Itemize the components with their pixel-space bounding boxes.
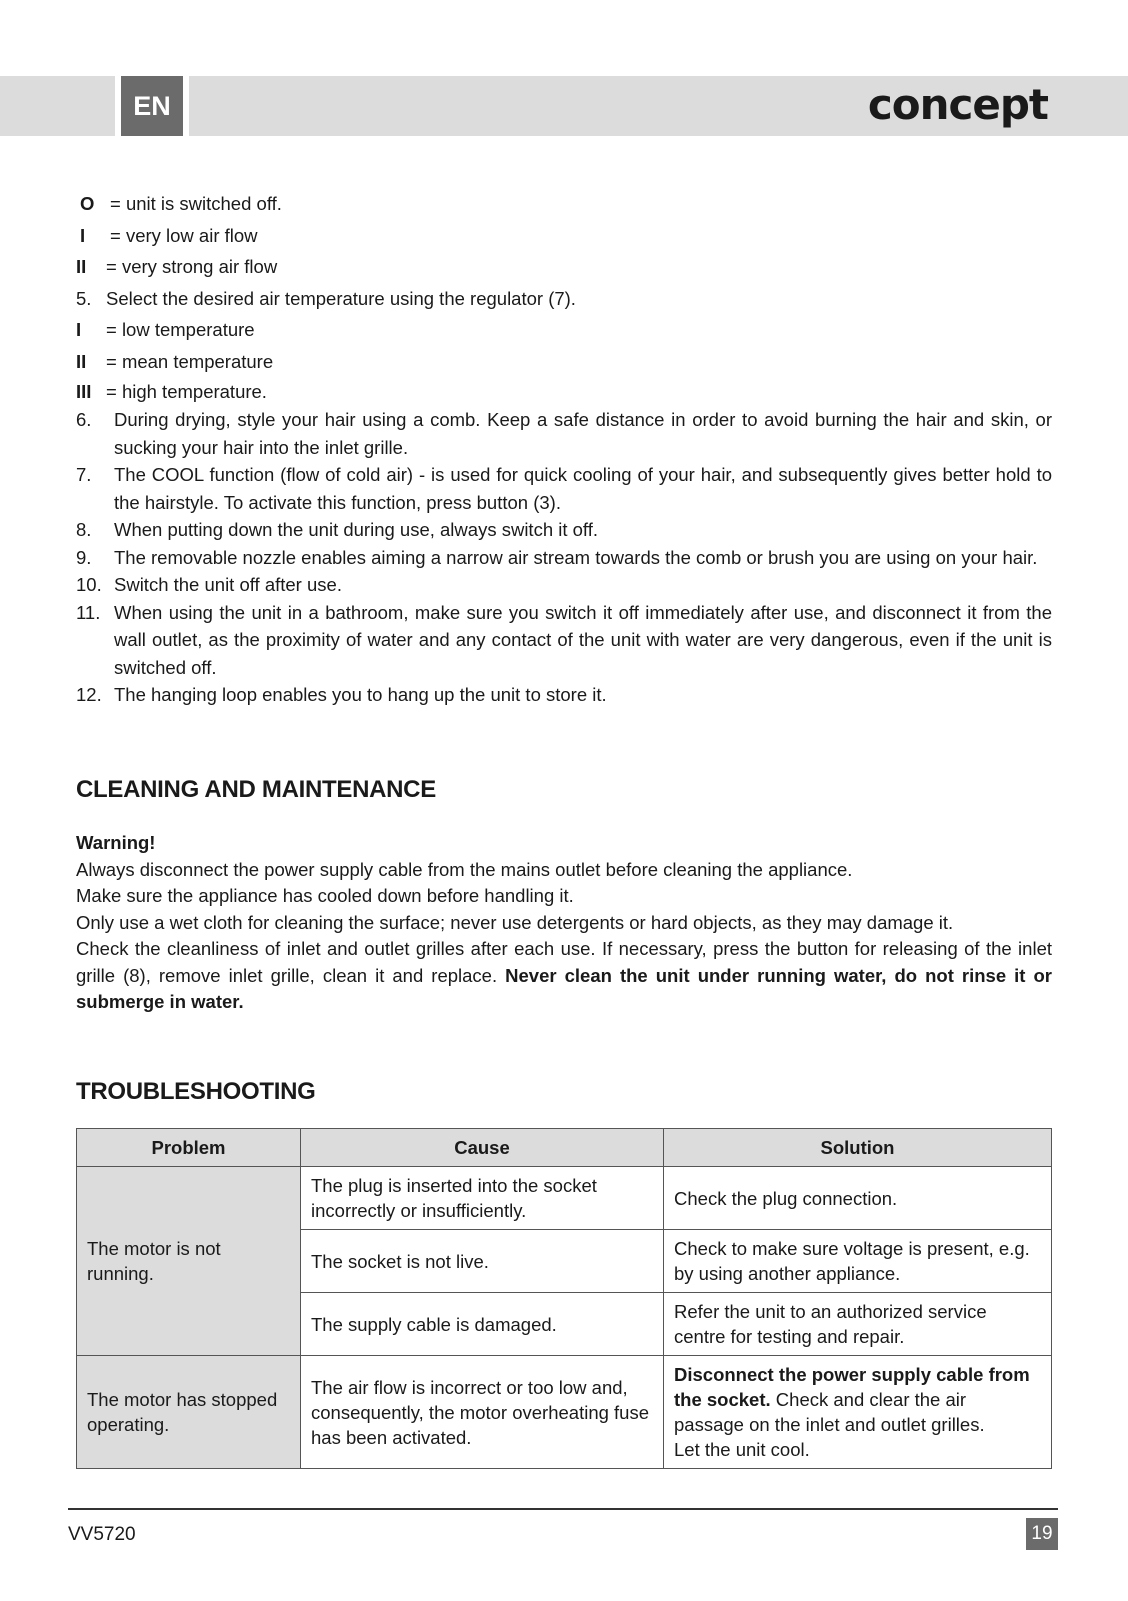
step-item [76,406,1052,461]
step-item [76,681,1052,709]
step-item [76,516,1052,544]
cleaning-line: Always disconnect the power supply cable from the mains outlet before cleaning the appliance. [76,858,853,880]
cleaning-section [76,830,1052,1016]
step-number: 5. [76,287,92,309]
step-text: When using the unit in a bathroom, make sure you switch it off immediately after use, and disconnect it from the wall outlet, as the proximity of water and any contact of the unit with water are very dangerous, even if the unit is switched off. [114,601,1052,678]
problem-cell: The motor is not running. [77,1167,301,1356]
step-item [76,544,1052,572]
step-text: Switch the unit off after use. [114,574,342,595]
warning-label: Warning! [76,832,156,853]
step-number: 12. [76,684,102,705]
cause-cell: The air flow is incorrect or too low and, consequently, the motor overheating fuse has been activated. [301,1356,664,1469]
step-text: During drying, style your hair using a comb. Keep a safe distance in order to avoid burning the hair and skin, or sucking your hair into the inlet grille. [114,409,1052,458]
step-number: 10. [76,574,102,595]
column-header-solution: Solution [664,1129,1052,1167]
step-5 [76,283,1052,315]
setting-text: = high temperature. [106,380,267,402]
setting-row [76,314,1052,346]
cleaning-line: Make sure the appliance has cooled down before handling it. [76,885,574,906]
setting-row [76,220,1052,252]
setting-row [76,251,1052,283]
language-badge: EN [115,76,189,136]
solution-cell: Check the plug connection. [664,1167,1052,1230]
cause-cell: The plug is inserted into the socket incorrectly or insufficiently. [301,1167,664,1230]
step-number: 7. [76,464,92,485]
model-number: VV5720 [68,1524,136,1545]
page-number: 19 [1026,1518,1058,1550]
step-text: The COOL function (flow of cold air) - is used for quick cooling of your hair, and subsequently gives better hold to the hairstyle. To activate this function, press button (3). [114,464,1052,513]
troubleshooting-table [76,1128,1052,1469]
cleaning-line: Only use a wet cloth for cleaning the surface; never use detergents or hard objects, as they may damage it. [76,911,954,933]
solution-bold-text: Disconnect the power supply cable from the socket. [674,1364,1030,1410]
cause-cell: The supply cable is damaged. [301,1293,664,1356]
solution-cell [664,1356,1052,1469]
step-text: Select the desired air temperature using the regulator (7). [106,287,576,309]
setting-text: = mean temperature [106,350,274,372]
setting-row [76,377,1052,406]
instructions-list [76,188,1052,709]
step-item [76,599,1052,682]
setting-text: = very strong air flow [106,256,278,277]
column-header-problem: Problem [77,1129,301,1167]
table-header-row [77,1129,1052,1167]
problem-cell: The motor has stopped operating. [77,1356,301,1469]
cleaning-warning-bold: Never clean the unit under running water, do not rinse it or submerge in water. [76,964,1053,1012]
solution-cell: Check to make sure voltage is present, e.g. by using another appliance. [664,1230,1052,1293]
step-item [76,571,1052,599]
solution-cell: Refer the unit to an authorized service centre for testing and repair. [664,1293,1052,1356]
setting-text: = low temperature [106,319,255,340]
setting-key: O [80,193,95,214]
step-item [76,461,1052,516]
table-row [77,1356,1052,1469]
setting-text: = unit is switched off. [110,193,282,214]
brand-logo: concept [867,80,1048,129]
step-text: When putting down the unit during use, always switch it off. [114,519,599,540]
cause-cell: The socket is not live. [301,1230,664,1293]
setting-row [76,346,1052,378]
step-text: The removable nozzle enables aiming a narrow air stream towards the comb or brush you are using on your hair. [114,546,1038,568]
column-header-cause: Cause [301,1129,664,1167]
cleaning-check-text: Check the cleanliness of inlet and outlet grilles after each use. If necessary, press the button for releasing of the inlet grille (8), remove inlet grille, clean it and replace. [76,938,1052,986]
setting-key: II [76,350,87,372]
cleaning-heading: CLEANING AND MAINTENANCE [76,776,436,803]
setting-key: I [76,319,82,340]
setting-key: II [76,256,87,277]
solution-text: Check and clear the air passage on the inlet and outlet grilles. [674,1389,985,1435]
setting-key: I [80,224,86,246]
solution-text-line2: Let the unit cool. [674,1439,810,1460]
footer-divider [68,1508,1058,1510]
step-number: 11. [76,601,101,623]
setting-row [76,188,1052,220]
cleaning-paragraph [76,936,1052,1016]
step-number: 8. [76,519,92,540]
troubleshooting-heading: TROUBLESHOOTING [76,1078,316,1105]
table-row [77,1167,1052,1230]
setting-text: = very low air flow [110,224,258,246]
step-number: 6. [76,409,92,430]
setting-key: III [76,380,92,402]
step-text: The hanging loop enables you to hang up the unit to store it. [114,684,607,705]
step-number: 9. [76,546,92,568]
